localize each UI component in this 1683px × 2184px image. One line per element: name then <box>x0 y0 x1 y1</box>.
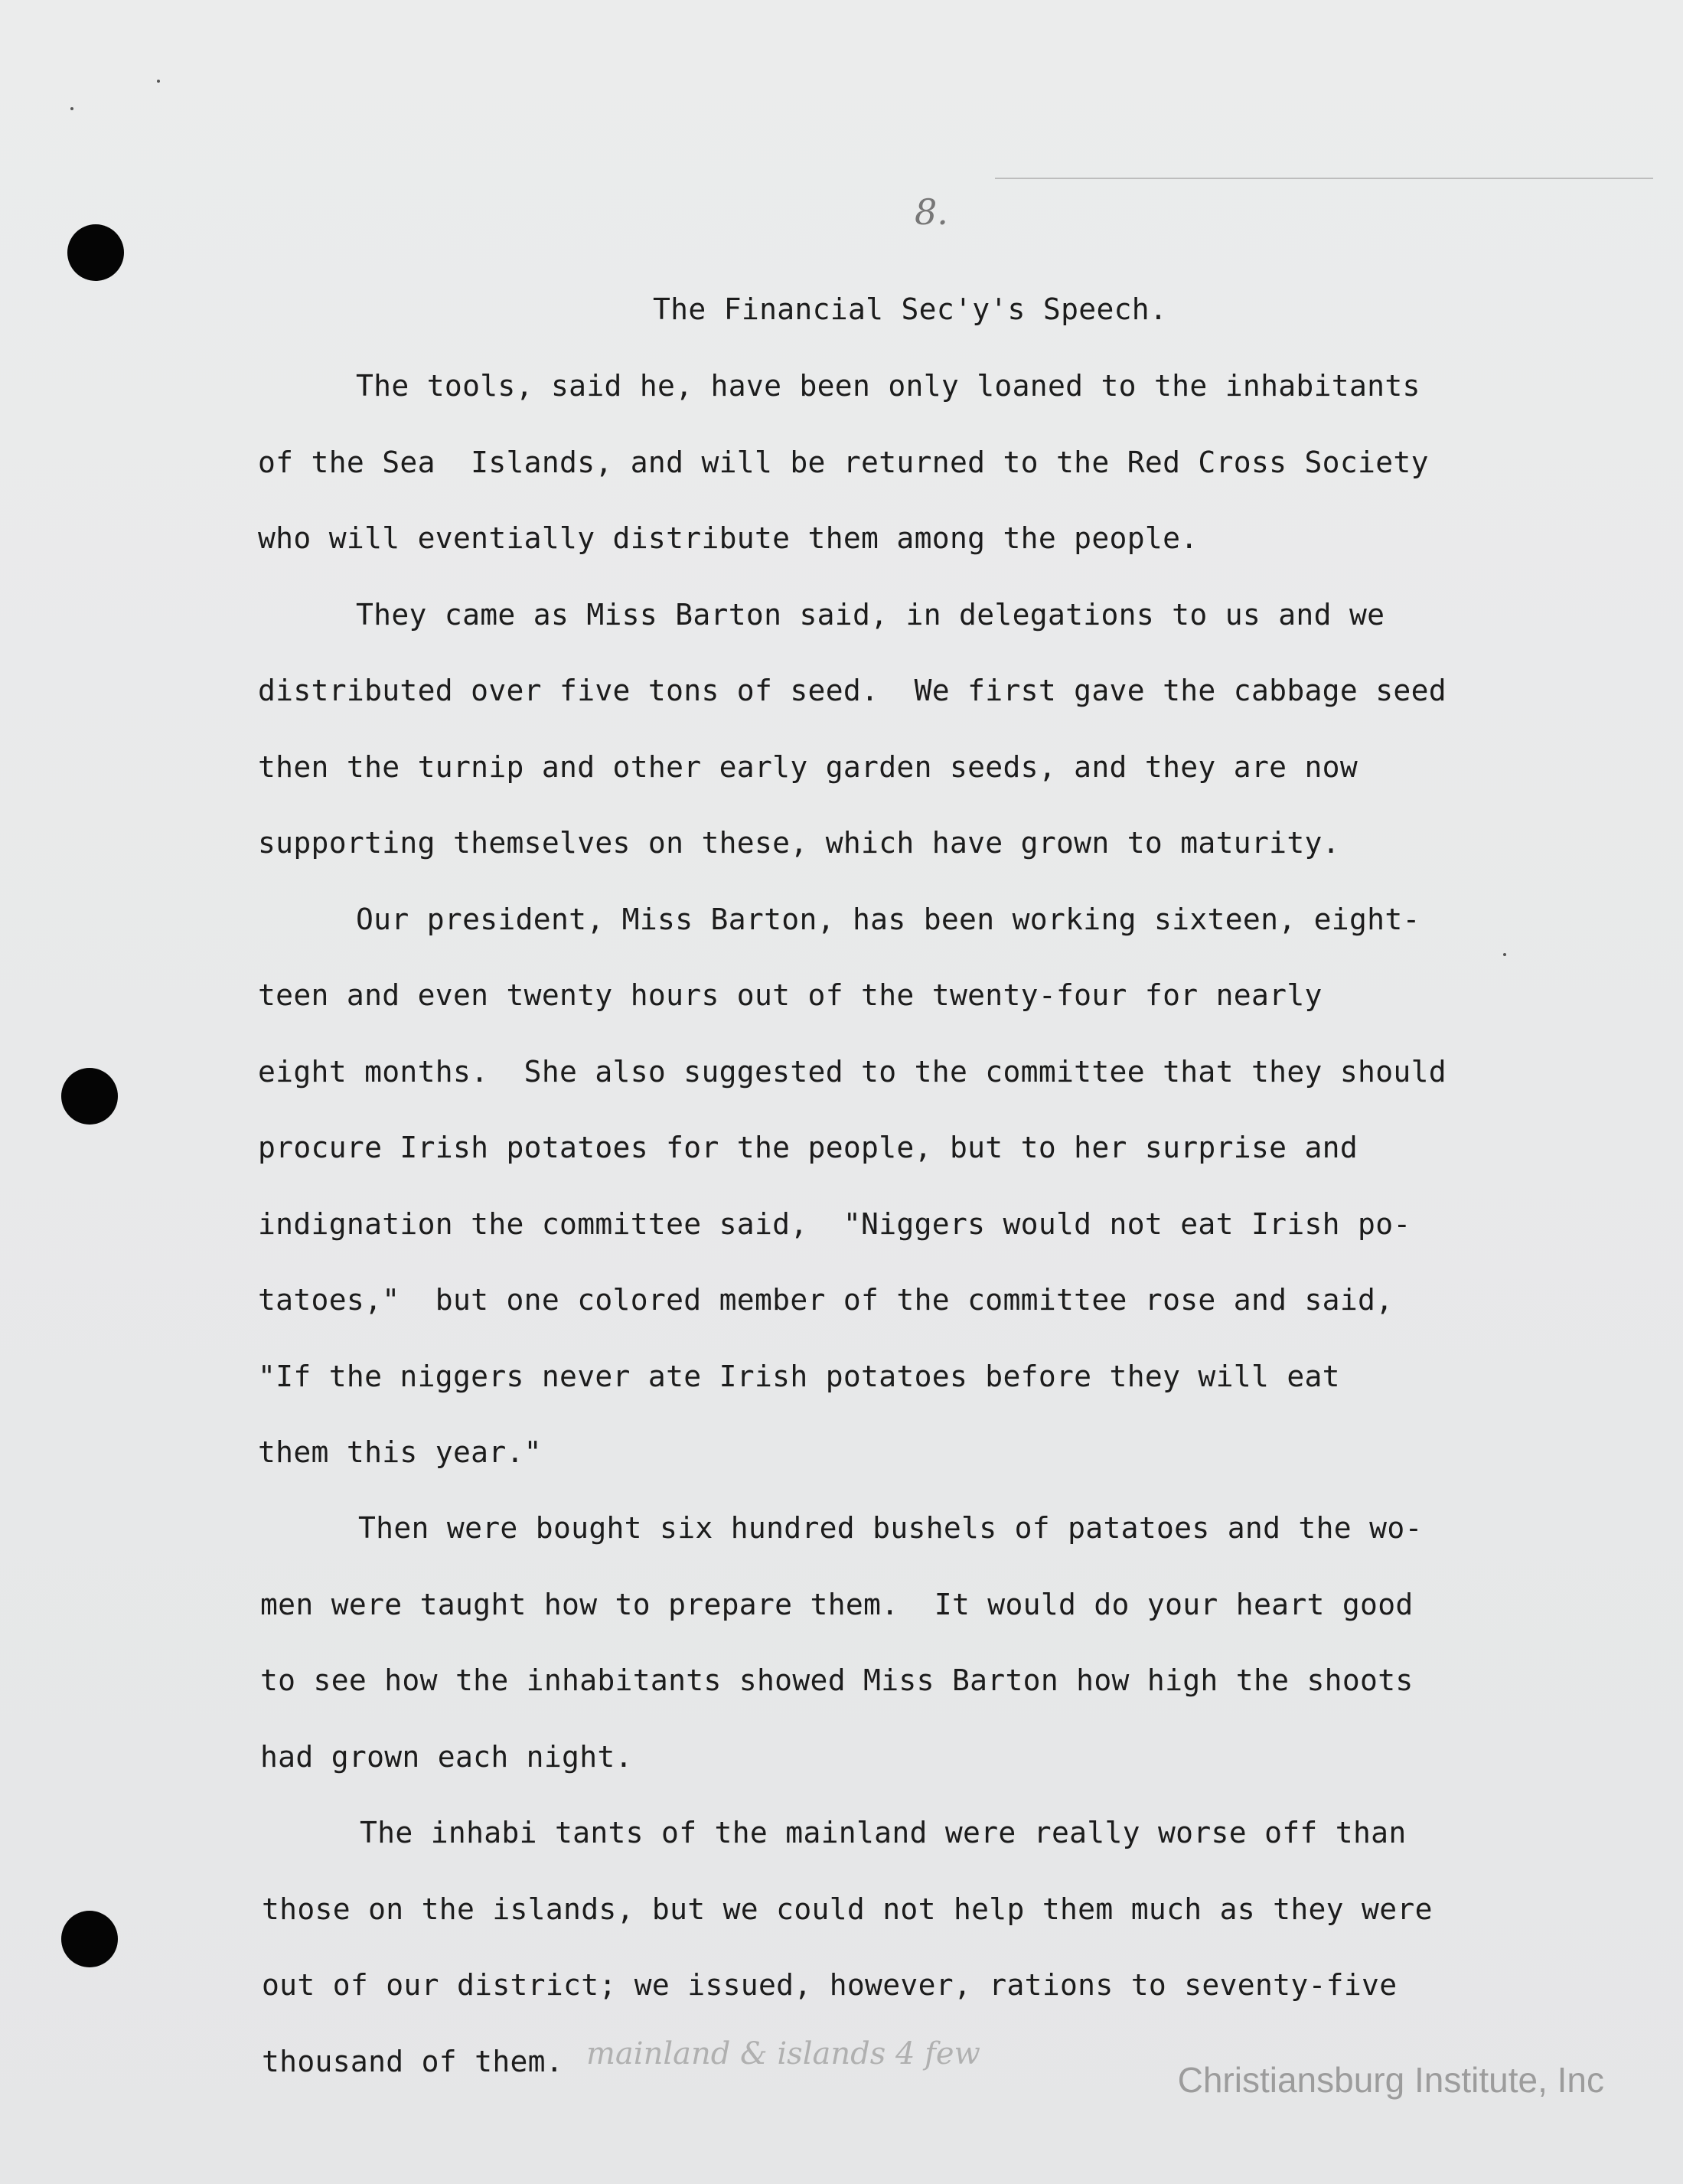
paper-speck <box>157 80 160 83</box>
text-line: teen and even twenty hours out of the twenty-four for nearly <box>258 978 1323 1012</box>
text-line: They came as Miss Barton said, in delegations to us and we <box>356 598 1385 632</box>
text-line: Our president, Miss Barton, has been working sixteen, eight- <box>356 903 1420 936</box>
text-line: eight months. She also suggested to the committee that they should <box>258 1055 1447 1089</box>
text-line: them this year." <box>258 1435 542 1469</box>
text-line: those on the islands, but we could not help them much as they were <box>262 1892 1433 1926</box>
text-line: had grown each night. <box>260 1740 633 1774</box>
text-line: Then were bought six hundred bushels of patatoes and the wo- <box>358 1511 1423 1545</box>
page-edge-mark <box>995 178 1653 179</box>
paper-speck <box>1503 953 1506 956</box>
paper-speck <box>70 107 73 110</box>
text-line: then the turnip and other early garden seeds, and they are now <box>258 750 1358 784</box>
text-line: men were taught how to prepare them. It would do your heart good <box>260 1588 1414 1621</box>
text-line: distributed over five tons of seed. We first gave the cabbage seed <box>258 674 1447 707</box>
text-line: procure Irish potatoes for the peoplе, but to her surprise and <box>258 1131 1358 1164</box>
binder-hole-bottom <box>61 1911 118 1967</box>
text-line: indignation the committee said, "Niggers would not eat Irish po- <box>258 1207 1411 1241</box>
page-number: 8. <box>915 191 948 233</box>
text-line: out of our district; we issued, however, rations to seventy-five <box>262 1968 1398 2002</box>
watermark: Christiansburg Institute, Inc <box>1177 2060 1604 2100</box>
text-line: "If the niggers never ate Irish potatoes before they will eat <box>258 1360 1340 1393</box>
text-line: supporting themselves on these, which have grown to maturity. <box>258 826 1340 860</box>
text-line: thousand of them. <box>262 2045 564 2078</box>
binder-hole-top <box>67 224 124 281</box>
text-line: to see how the inhabitants showed Miss Barton how high the shoots <box>260 1663 1414 1697</box>
handwritten-annotation: mainland & islands 4 few <box>586 2036 980 2071</box>
text-line: who will eventially distribute them among the people. <box>258 521 1199 555</box>
text-line: tatoes," but one colored member of the committee rose and said, <box>258 1283 1394 1317</box>
text-line: The inhabi tants of the mainland were really worse off than <box>360 1816 1407 1849</box>
text-line: The tools, said he, have been only loaned to the inhabitants <box>356 369 1420 403</box>
binder-hole-middle <box>61 1068 118 1125</box>
text-line: of the Sea Islands, and will be returned to the Red Cross Society <box>258 446 1429 479</box>
document-title: The Financial Sec'y's Speech. <box>653 292 1168 326</box>
